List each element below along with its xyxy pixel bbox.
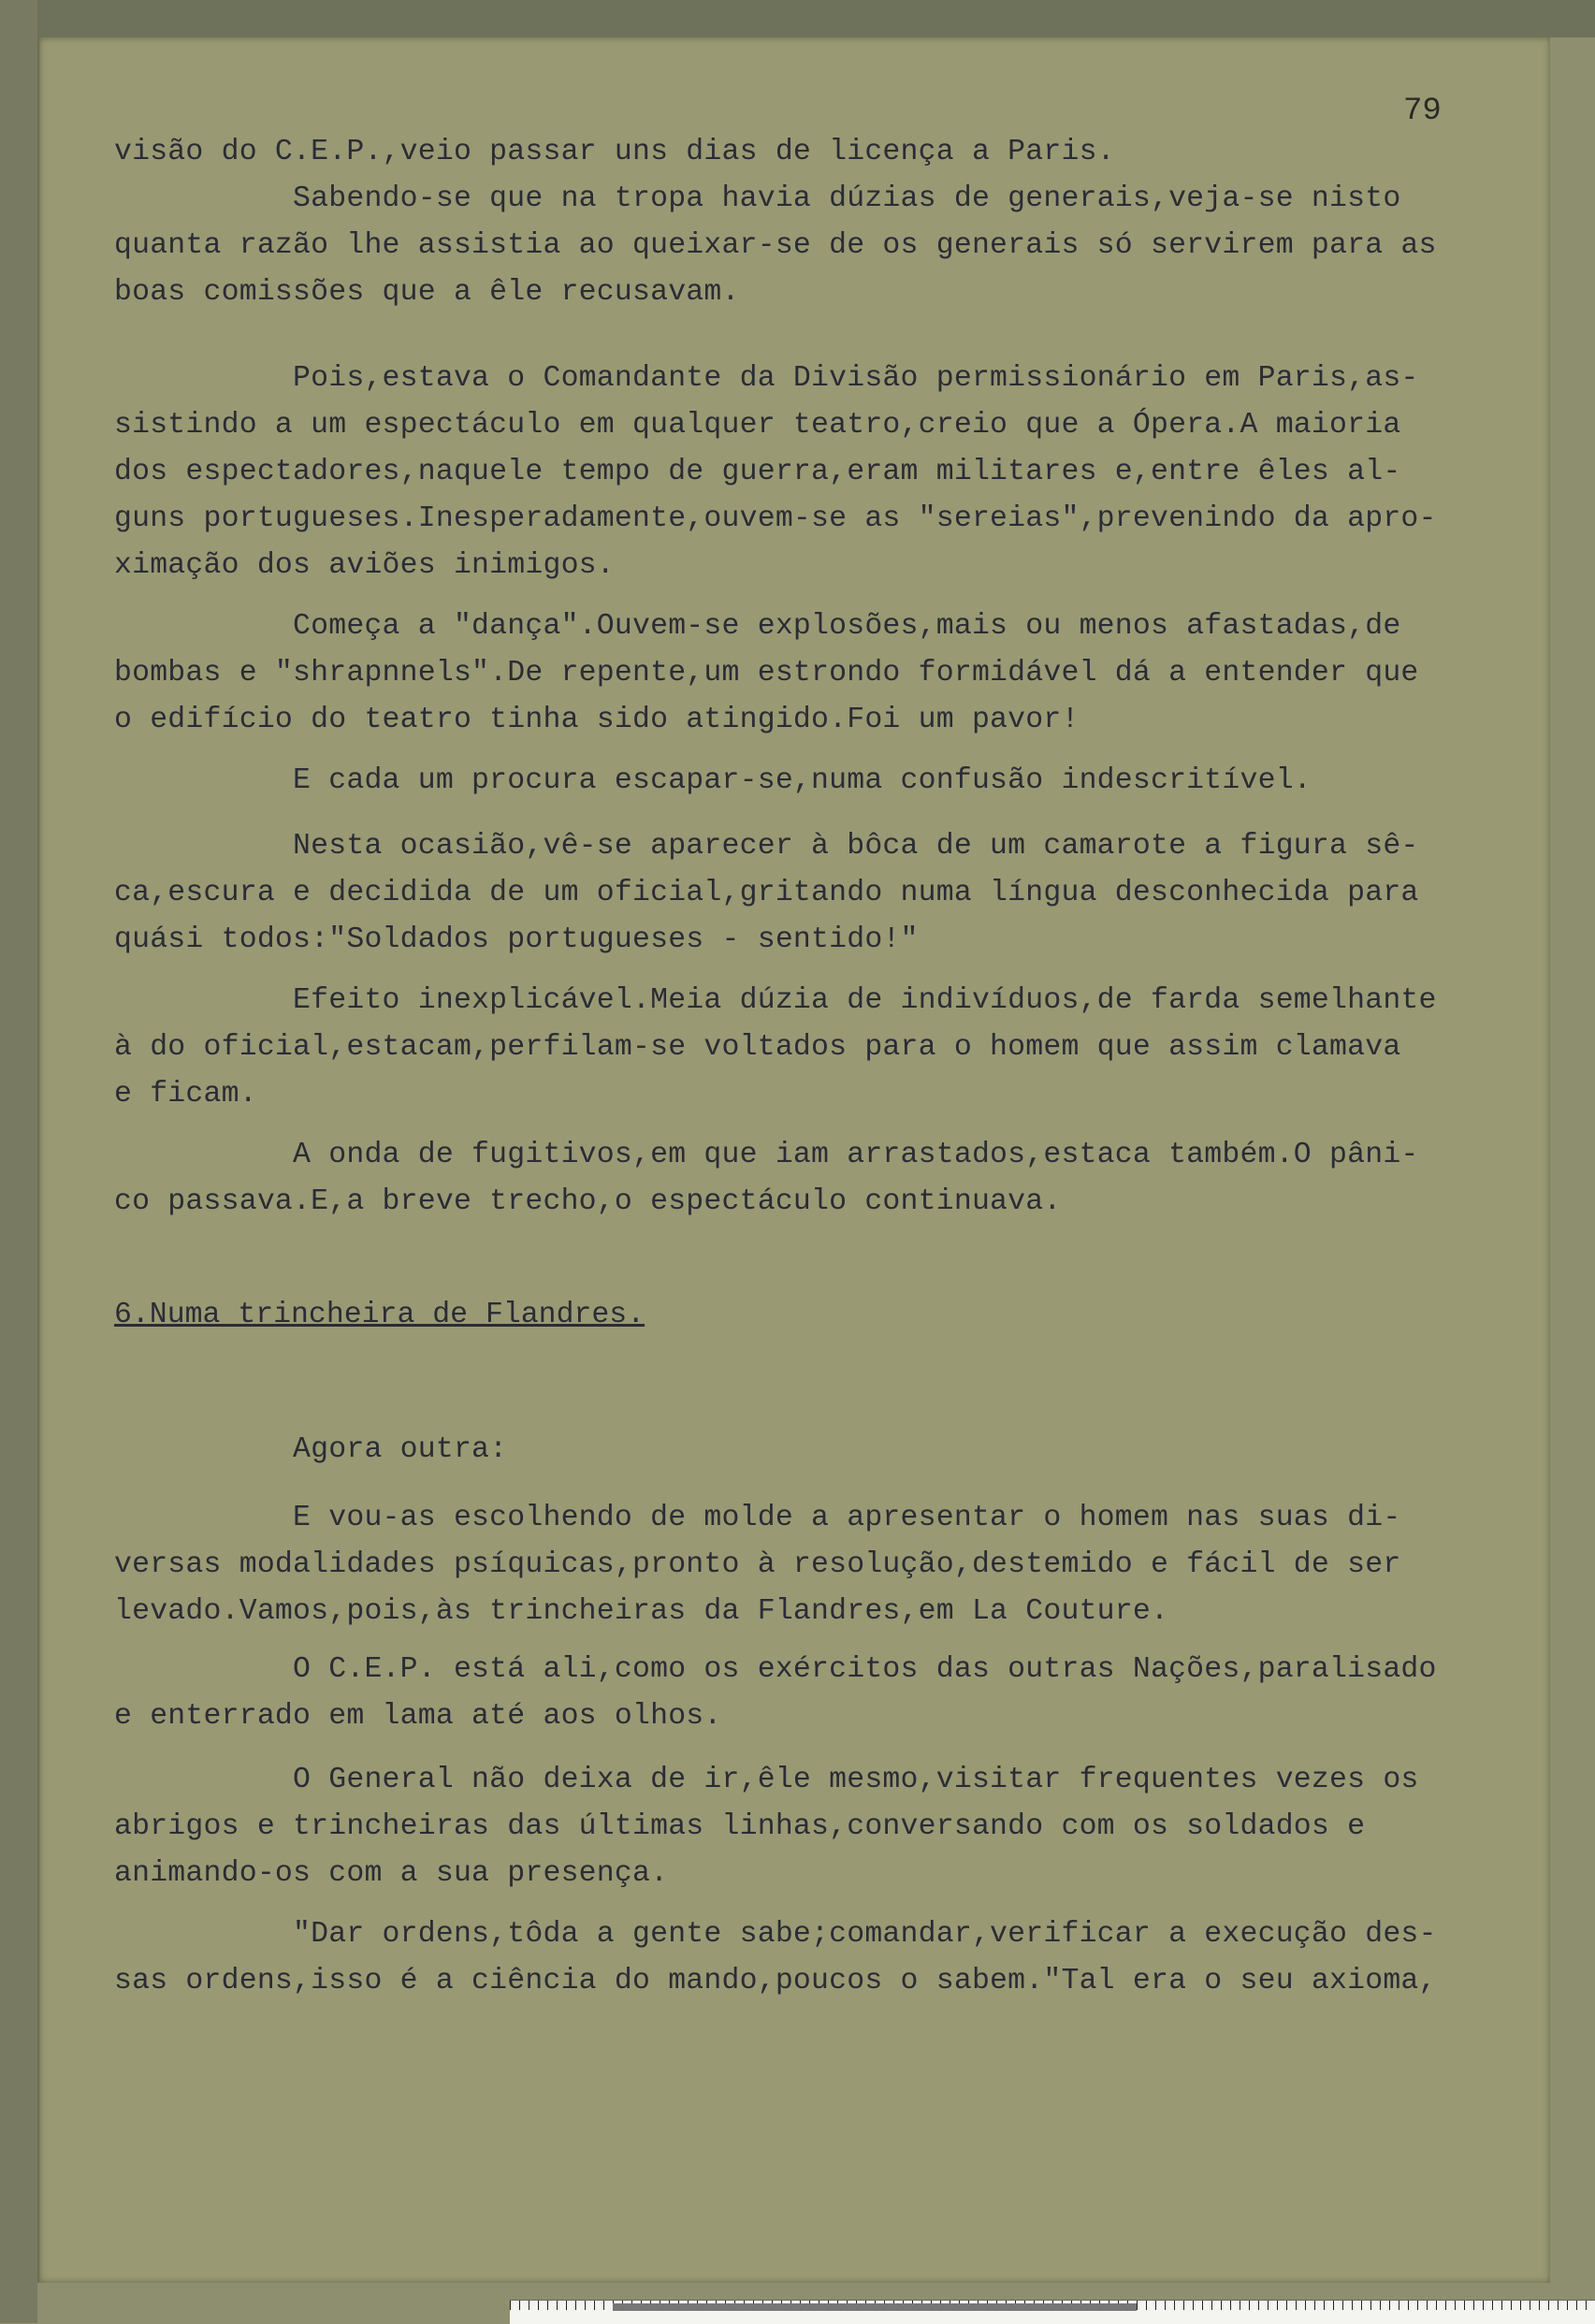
paragraph-block-10: O C.E.P. está ali,como os exércitos das outras Nações,paralisado e enterrado em lama até aos olhos.: [114, 1653, 1437, 1733]
paragraph-block-4: E cada um procura escapar-se,numa confusão indescritível.: [114, 764, 1312, 797]
paragraph-block-3: Começa a "dança".Ouvem-se explosões,mais ou menos afastadas,de bombas e "shrapnnels".De repente,um estrondo formidável dá a entender que o edifício do teatro tinha sido atingido.Foi um pavor!: [114, 610, 1419, 736]
scale-ruler-bar: [613, 2303, 1137, 2311]
paragraph-block-11: O General não deixa de ir,êle mesmo,visitar frequentes vezes os abrigos e trincheiras das últimas linhas,conversando com os soldados e animando-os com a sua presença.: [114, 1764, 1419, 1890]
paragraph-block-12: "Dar ordens,tôda a gente sabe;comandar,verificar a execução des- sas ordens,isso é a ciência do mando,poucos o sabem."Tal era o seu axioma,: [114, 1918, 1437, 1997]
paragraph-block-7: A onda de fugitivos,em que iam arrastados,estaca também.O pâni- co passava.E,a breve trecho,o espectáculo continuava.: [114, 1139, 1419, 1218]
scan-backdrop-top: [0, 0, 1595, 37]
paragraph-block-6: Efeito inexplicável.Meia dúzia de indivíduos,de farda semelhante à do oficial,estacam,perfilam-se voltados para o homem que assim clamava e ficam.: [114, 984, 1437, 1111]
scan-backdrop-left: [0, 0, 37, 2323]
paragraph-block-2: Pois,estava o Comandante da Divisão permissionário em Paris,as- sistindo a um espectáculo em qualquer teatro,creio que a Ópera.A maioria dos espectadores,naquele tempo de guerra,eram militares e,entre êles al- guns portugueses.Inesperadamente,ouvem-se as "sereias",prevenindo da apro- ximação dos aviões inimigos.: [114, 362, 1437, 582]
paragraph-block-9: E vou-as escolhendo de molde a apresentar o homem nas suas di- versas modalidades psíquicas,pronto à resolução,destemido e fácil de ser levado.Vamos,pois,às trincheiras da Flandres,em La Couture.: [114, 1502, 1401, 1628]
paragraph-block-1: visão do C.E.P.,veio passar uns dias de licença a Paris. Sabendo-se que na tropa havia dúzias de generais,veja-se nisto quanta razão lhe assistia ao queixar-se de os generais só servirem para as boas comissões que a êle recusavam.: [114, 136, 1437, 309]
paragraph-block-8: Agora outra:: [114, 1433, 508, 1466]
paragraph-block-5: Nesta ocasião,vê-se aparecer à bôca de um camarote a figura sê- ca,escura e decidida de um oficial,gritando numa língua desconhecida para quási todos:"Soldados portugueses - sentido!": [114, 830, 1419, 956]
page-number: 79: [1403, 94, 1442, 129]
section-heading: 6.Numa trincheira de Flandres.: [114, 1299, 645, 1331]
